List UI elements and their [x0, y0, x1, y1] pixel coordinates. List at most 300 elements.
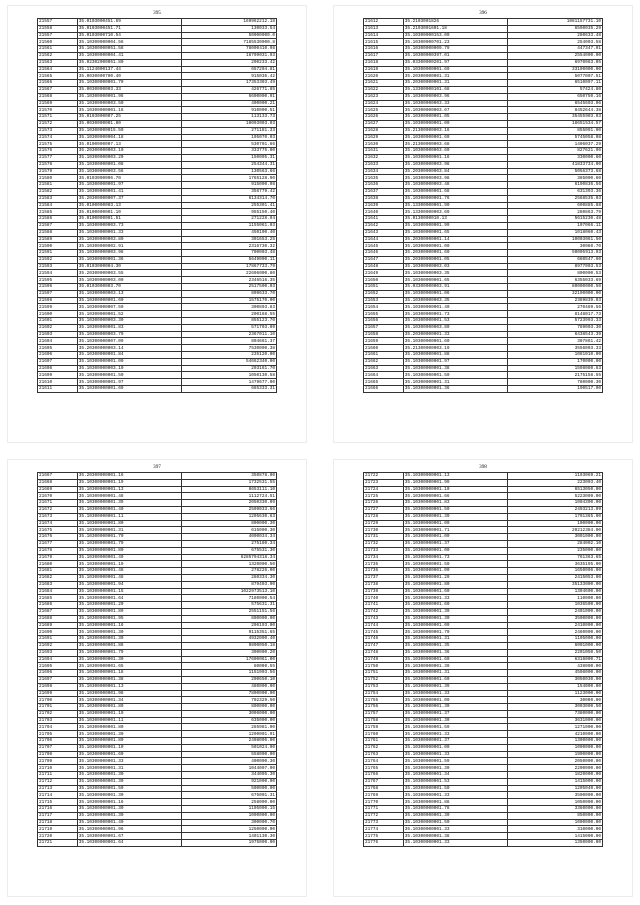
amount-cell: 130563.66 — [181, 168, 276, 175]
amount-cell: 78000410.98 — [181, 46, 276, 53]
table-row — [364, 758, 603, 765]
table-row — [38, 812, 277, 819]
table-row — [364, 799, 603, 806]
code-cell: 35.10300000001.33 — [77, 758, 181, 765]
row-number-cell: 21747 — [364, 642, 404, 649]
table-row — [38, 345, 277, 352]
code-cell: 35.10300000001.70 — [77, 80, 181, 87]
table-row — [364, 792, 603, 799]
code-cell: 35.10300000001.84 — [77, 352, 181, 359]
amount-cell: 150005.31 — [181, 154, 276, 161]
table-row — [364, 379, 603, 386]
code-cell: 35.0100000007.13 — [77, 141, 181, 148]
amount-cell: 278226.00 — [181, 568, 276, 575]
row-number-cell: 21695 — [38, 663, 78, 670]
row-number-cell: 21738 — [364, 581, 404, 588]
amount-cell: 206193.00 — [181, 622, 276, 629]
row-number-cell: 21691 — [38, 636, 78, 643]
code-cell: 35.10300000001.59 — [403, 758, 507, 765]
table-row — [364, 243, 603, 250]
code-cell: 35.10300000003.00 — [77, 277, 181, 284]
code-cell: 35.10300000001.37 — [403, 540, 507, 547]
row-number-cell: 21570 — [38, 107, 78, 114]
code-cell: 35.10300000001.15 — [77, 588, 181, 595]
table-row — [38, 751, 277, 758]
amount-cell: 169962212.18 — [181, 19, 276, 26]
amount-cell: 650750.16 — [507, 93, 602, 100]
row-number-cell: 21573 — [38, 127, 78, 134]
amount-cell: 501024.00 — [181, 744, 276, 751]
code-cell: 35.10300000001.50 — [77, 372, 181, 379]
row-number-cell: 21663 — [364, 365, 404, 372]
table-row — [364, 324, 603, 331]
row-number-cell: 21649 — [364, 270, 404, 277]
code-cell: 35.10300000001.50 — [403, 506, 507, 513]
table-row — [38, 93, 277, 100]
amount-cell: 280633.48 — [507, 32, 602, 39]
table-row — [364, 331, 603, 338]
table-row — [364, 202, 603, 209]
code-cell: 35.10300000001.16 — [77, 799, 181, 806]
row-number-cell: 21758 — [364, 717, 404, 724]
row-number-cell: 21563 — [38, 59, 78, 66]
row-number-cell: 21641 — [364, 216, 404, 223]
table-row — [38, 608, 277, 615]
row-number-cell: 21773 — [364, 819, 404, 826]
row-number-cell: 21581 — [38, 182, 78, 189]
code-cell: 35.10300000001.97 — [77, 379, 181, 386]
table-row — [38, 744, 277, 751]
code-cell: 35.10300000001.31 — [403, 636, 507, 643]
code-cell: 35.10300000001.30 — [403, 704, 507, 711]
data-table — [363, 472, 603, 847]
amount-cell: 690885.88 — [507, 202, 602, 209]
table-row — [38, 602, 277, 609]
code-cell: 35.21300000003.68 — [403, 141, 507, 148]
row-number-cell: 21722 — [364, 473, 404, 480]
table-row — [38, 134, 277, 141]
code-cell: 35.0103000007.25 — [77, 114, 181, 121]
table-row — [364, 358, 603, 365]
amount-cell: 2551151.56 — [181, 608, 276, 615]
row-number-cell: 21696 — [38, 670, 78, 677]
code-cell: 35.10300000001.40 — [77, 506, 181, 513]
table-row — [364, 574, 603, 581]
row-number-cell: 21565 — [38, 73, 78, 80]
table-row — [38, 704, 277, 711]
amount-cell: 2415053.00 — [507, 574, 602, 581]
amount-cell: 284002.10 — [507, 540, 602, 547]
row-number-cell: 21629 — [364, 134, 404, 141]
code-cell: 35.10300000003.67 — [403, 107, 507, 114]
code-cell: 35.10300000001.30 — [403, 765, 507, 772]
row-number-cell: 21596 — [38, 284, 78, 291]
table-row — [364, 486, 603, 493]
table-row — [364, 738, 603, 745]
row-number-cell: 21579 — [38, 168, 78, 175]
code-cell: 35.10300000001.60 — [403, 602, 507, 609]
amount-cell: 16709031.93 — [181, 52, 276, 59]
table-row — [38, 683, 277, 690]
amount-cell: 8977003.53 — [507, 263, 602, 270]
code-cell: 35.20300000003.84 — [403, 168, 507, 175]
row-number-cell: 21585 — [38, 209, 78, 216]
amount-cell: 1036500.00 — [507, 602, 602, 609]
amount-cell: 1105000.00 — [507, 636, 602, 643]
table-row — [38, 473, 277, 480]
amount-cell: 1575170.00 — [181, 297, 276, 304]
amount-cell: 22606000.80 — [181, 270, 276, 277]
amount-cell: 400000.30 — [181, 758, 276, 765]
table-row — [38, 331, 277, 338]
amount-cell: 1975000.00 — [181, 840, 276, 847]
code-cell: 35.10300000001.48 — [77, 574, 181, 581]
amount-cell: 1000000.00 — [181, 812, 276, 819]
amount-cell: 1151003.56 — [181, 670, 276, 677]
code-cell: 35.0103000003.70 — [77, 284, 181, 291]
row-number-cell: 21766 — [364, 772, 404, 779]
amount-cell: 1044007.00 — [181, 765, 276, 772]
row-number-cell: 21608 — [38, 365, 78, 372]
row-number-cell: 21742 — [364, 608, 404, 615]
row-number-cell: 21567 — [38, 86, 78, 93]
table-row — [364, 318, 603, 325]
row-number-cell: 21737 — [364, 574, 404, 581]
row-number-cell: 21572 — [38, 120, 78, 127]
code-cell: 35.20300000003.14 — [77, 345, 181, 352]
row-number-cell: 21677 — [38, 540, 78, 547]
code-cell: 35.10300000001.00 — [403, 622, 507, 629]
code-cell: 35.10300000001.60 — [77, 297, 181, 304]
code-cell: 35.10300000001.00 — [403, 120, 507, 127]
row-number-cell: 21610 — [38, 379, 78, 386]
row-number-cell: 21752 — [364, 676, 404, 683]
table-row — [38, 195, 277, 202]
row-number-cell: 21734 — [364, 554, 404, 561]
row-number-cell: 21683 — [38, 581, 78, 588]
amount-cell: 855123.70 — [181, 318, 276, 325]
code-cell: 35.13300000101.68 — [403, 86, 507, 93]
row-number-cell: 21568 — [38, 93, 78, 100]
table-row — [364, 540, 603, 547]
table-row — [38, 642, 277, 649]
table-row — [38, 80, 277, 87]
code-cell: 35.10300000001.30 — [77, 629, 181, 636]
table-row — [38, 486, 277, 493]
table-row — [364, 304, 603, 311]
table-row — [38, 284, 277, 291]
row-number-cell: 21699 — [38, 690, 78, 697]
amount-cell: 57424.80 — [507, 86, 602, 93]
amount-cell: 1479677.00 — [181, 379, 276, 386]
row-number-cell: 21732 — [364, 540, 404, 547]
code-cell: 35.10300000001.80 — [77, 547, 181, 554]
row-number-cell: 21575 — [38, 141, 78, 148]
row-number-cell: 21561 — [38, 46, 78, 53]
code-cell: 35.2103001826 — [403, 19, 507, 26]
amount-cell: 7380000.00 — [507, 710, 602, 717]
row-number-cell: 21679 — [38, 554, 78, 561]
code-cell: 35.10300000001.30 — [77, 806, 181, 813]
code-cell: 35.03300000003.91 — [403, 284, 507, 291]
row-number-cell: 21697 — [38, 676, 78, 683]
row-number-cell: 21660 — [364, 345, 404, 352]
row-number-cell: 21688 — [38, 615, 78, 622]
amount-cell: 1765128.90 — [181, 175, 276, 182]
code-cell: 35.10300000001.34 — [77, 697, 181, 704]
row-number-cell: 21593 — [38, 263, 78, 270]
amount-cell: 54662340.00 — [181, 358, 276, 365]
code-cell: 35.10300000001.20 — [403, 574, 507, 581]
page-number: 396 — [479, 10, 487, 16]
code-cell: 35.10300000001.41 — [77, 188, 181, 195]
amount-cell: 2050330.09 — [181, 500, 276, 507]
table-row — [38, 188, 277, 195]
amount-cell: 9800050.18 — [181, 642, 276, 649]
table-row — [364, 250, 603, 257]
row-number-cell: 21772 — [364, 812, 404, 819]
code-cell: 35.10300000003.33 — [403, 100, 507, 107]
amount-cell: 41833734.00 — [507, 161, 602, 168]
amount-cell: 1598080.63 — [507, 365, 602, 372]
table-row — [364, 622, 603, 629]
row-number-cell: 21727 — [364, 506, 404, 513]
amount-cell: 2408006.00 — [181, 738, 276, 745]
code-cell: 35.10300000001.80 — [77, 520, 181, 527]
row-number-cell: 21750 — [364, 663, 404, 670]
row-number-cell: 21630 — [364, 141, 404, 148]
table-row — [364, 473, 603, 480]
amount-cell: 5615230.48 — [507, 216, 602, 223]
code-cell: 35.10300000003.73 — [77, 222, 181, 229]
table-row — [364, 806, 603, 813]
row-number-cell: 21698 — [38, 683, 78, 690]
code-cell: 35.10300000003.13 — [77, 290, 181, 297]
document-page-396 — [334, 6, 632, 442]
table-row — [364, 148, 603, 155]
amount-cell: 1820000.00 — [507, 772, 602, 779]
amount-cell: 107066.11 — [507, 222, 602, 229]
table-row — [38, 141, 277, 148]
code-cell: 35.02302000051.80 — [77, 59, 181, 66]
row-number-cell: 21619 — [364, 66, 404, 73]
code-cell: 35.1124000137.44 — [77, 66, 181, 73]
row-number-cell: 21557 — [38, 32, 78, 39]
amount-cell: 1081010.00 — [507, 352, 602, 359]
table-row — [364, 80, 603, 87]
amount-cell: 20212384.00 — [507, 527, 602, 534]
amount-cell: 6513050.00 — [507, 486, 602, 493]
row-number-cell: 21590 — [38, 243, 78, 250]
row-number-cell: 21719 — [38, 826, 78, 833]
amount-cell: 675001.31 — [181, 792, 276, 799]
table-row — [364, 479, 603, 486]
amount-cell: 2460000.00 — [507, 629, 602, 636]
amount-cell: 258000.00 — [181, 799, 276, 806]
row-number-cell: 21706 — [38, 738, 78, 745]
code-cell: 35.10300000001.50 — [403, 785, 507, 792]
table-row — [364, 338, 603, 345]
amount-cell: 356779.42 — [181, 188, 276, 195]
row-number-cell: 21726 — [364, 500, 404, 507]
code-cell: 35.0100000001.51 — [77, 216, 181, 223]
code-cell: 35.10300000001.88 — [403, 352, 507, 359]
code-cell: 35.10300000001.64 — [77, 595, 181, 602]
row-number-cell: 21687 — [38, 608, 78, 615]
amount-cell: 6190836.56 — [507, 182, 602, 189]
code-cell: 35.10300000001.80 — [77, 724, 181, 731]
amount-cell: 800000.00 — [181, 615, 276, 622]
amount-cell: 1193069.21 — [507, 473, 602, 480]
amount-cell: 1401130.30 — [181, 833, 276, 840]
table-row — [364, 819, 603, 826]
row-number-cell: 21731 — [364, 534, 404, 541]
table-row — [364, 270, 603, 277]
table-row — [364, 73, 603, 80]
table-row — [38, 710, 277, 717]
row-number-cell: 21636 — [364, 182, 404, 189]
code-cell: 35.10300000001.00 — [403, 534, 507, 541]
row-number-cell: 21661 — [364, 352, 404, 359]
amount-cell: 35133000.00 — [507, 581, 602, 588]
row-number-cell: 21749 — [364, 656, 404, 663]
row-number-cell: 21767 — [364, 778, 404, 785]
code-cell: 35.10300000001.65 — [77, 663, 181, 670]
table-row — [364, 520, 603, 527]
code-cell: 35.10300000001.05 — [403, 114, 507, 121]
amount-cell: 685333.31 — [181, 386, 276, 393]
code-cell: 35.10300000003.35 — [403, 270, 507, 277]
row-number-cell: 21625 — [364, 107, 404, 114]
amount-cell: 2493213.09 — [507, 506, 602, 513]
amount-cell: 480000.00 — [181, 683, 276, 690]
row-number-cell: 21580 — [38, 175, 78, 182]
row-number-cell: 21730 — [364, 527, 404, 534]
row-number-cell: 21617 — [364, 52, 404, 59]
code-cell: 35.10300000001.00 — [403, 243, 507, 250]
row-number-cell: 21723 — [364, 479, 404, 486]
table-row — [38, 697, 277, 704]
row-number-cell: 21587 — [38, 222, 78, 229]
row-number-cell: 21668 — [38, 479, 78, 486]
row-number-cell: 21643 — [364, 229, 404, 236]
row-number-cell: 21736 — [364, 568, 404, 575]
table-row — [38, 636, 277, 643]
code-cell: 35.10300000001.00 — [403, 568, 507, 575]
row-number-cell: 21564 — [38, 66, 78, 73]
code-cell: 35.10300000001.73 — [403, 554, 507, 561]
code-cell: 35.10300000001.06 — [403, 290, 507, 297]
code-cell: 35.10300000051.58 — [77, 46, 181, 53]
code-cell: 35.10300000001.98 — [77, 690, 181, 697]
row-number-cell: 21602 — [38, 324, 78, 331]
code-cell: 35.10300000001.52 — [77, 311, 181, 318]
table-row — [38, 372, 277, 379]
code-cell: 35.10300000001.69 — [77, 386, 181, 393]
row-number-cell: 21651 — [364, 284, 404, 291]
amount-cell: 8452644.38 — [507, 107, 602, 114]
amount-cell: 6355033.69 — [507, 277, 602, 284]
table-row — [38, 724, 277, 731]
row-number-cell: 21560 — [38, 39, 78, 46]
amount-cell: 17867733.79 — [181, 263, 276, 270]
row-number-cell: 21678 — [38, 547, 78, 554]
table-row — [38, 100, 277, 107]
code-cell: 35.10300000001.34 — [403, 772, 507, 779]
row-number-cell: 21614 — [364, 32, 404, 39]
amount-cell: 235120.00 — [181, 352, 276, 359]
amount-cell: 10003003.03 — [181, 120, 276, 127]
amount-cell: 271181.33 — [181, 127, 276, 134]
amount-cell: 530701.66 — [181, 141, 276, 148]
code-cell: 35.10300000001.31 — [77, 527, 181, 534]
row-number-cell: 21576 — [38, 148, 78, 155]
amount-cell: 915036.42 — [181, 73, 276, 80]
table-row — [38, 86, 277, 93]
amount-cell: 5223009.00 — [507, 493, 602, 500]
amount-cell: 2410000.00 — [507, 622, 602, 629]
amount-cell: 4210000.00 — [507, 731, 602, 738]
row-number-cell: 21615 — [364, 39, 404, 46]
code-cell: 35.10300000003.98 — [403, 161, 507, 168]
code-cell: 35.10300000001.48 — [77, 568, 181, 575]
code-cell: 35.10300000003.98 — [403, 175, 507, 182]
code-cell: 35.10300000001.60 — [77, 751, 181, 758]
code-cell: 35.0130000010.13 — [403, 216, 507, 223]
amount-cell: 800000.53 — [507, 270, 602, 277]
row-number-cell: 21621 — [364, 80, 404, 87]
document-page-395 — [8, 6, 306, 442]
code-cell: 35.10300000001.64 — [77, 840, 181, 847]
data-table — [37, 472, 277, 847]
amount-cell: 275180.34 — [181, 540, 276, 547]
amount-cell: 6001000.00 — [507, 642, 602, 649]
code-cell: 35.10300000001.80 — [403, 581, 507, 588]
code-cell: 35.10300000001.69 — [403, 134, 507, 141]
amount-cell: 447347.01 — [507, 46, 602, 53]
table-row — [38, 256, 277, 263]
code-cell: 35.0030000001.80 — [77, 120, 181, 127]
code-cell: 35.10300000001.10 — [403, 486, 507, 493]
code-cell: 35.10300000001.13 — [403, 473, 507, 480]
row-number-cell: 21637 — [364, 188, 404, 195]
table-row — [364, 629, 603, 636]
row-number-cell: 21646 — [364, 250, 404, 257]
row-number-cell: 21700 — [38, 697, 78, 704]
row-number-cell: 21680 — [38, 561, 78, 568]
amount-cell: 1415000.00 — [507, 833, 602, 840]
code-cell: 35.0030000003.33 — [77, 86, 181, 93]
row-number-cell: 21603 — [38, 331, 78, 338]
amount-cell: 35455903.03 — [507, 114, 602, 121]
table-row — [364, 785, 603, 792]
table-row — [38, 574, 277, 581]
row-number-cell: 21633 — [364, 161, 404, 168]
table-row — [38, 833, 277, 840]
amount-cell: 17353303.49 — [181, 80, 276, 87]
table-row — [38, 222, 277, 229]
table-row — [364, 751, 603, 758]
table-row — [38, 819, 277, 826]
amount-cell: 3006000.00 — [181, 710, 276, 717]
code-cell: 35.10300000001.65 — [403, 277, 507, 284]
amount-cell: 1004300.00 — [507, 500, 602, 507]
row-number-cell: 21693 — [38, 649, 78, 656]
code-cell: 35.10300000001.37 — [403, 738, 507, 745]
row-number-cell: 21632 — [364, 154, 404, 161]
code-cell: 35.10300000001.53 — [403, 778, 507, 785]
amount-cell: 761363.65 — [507, 554, 602, 561]
